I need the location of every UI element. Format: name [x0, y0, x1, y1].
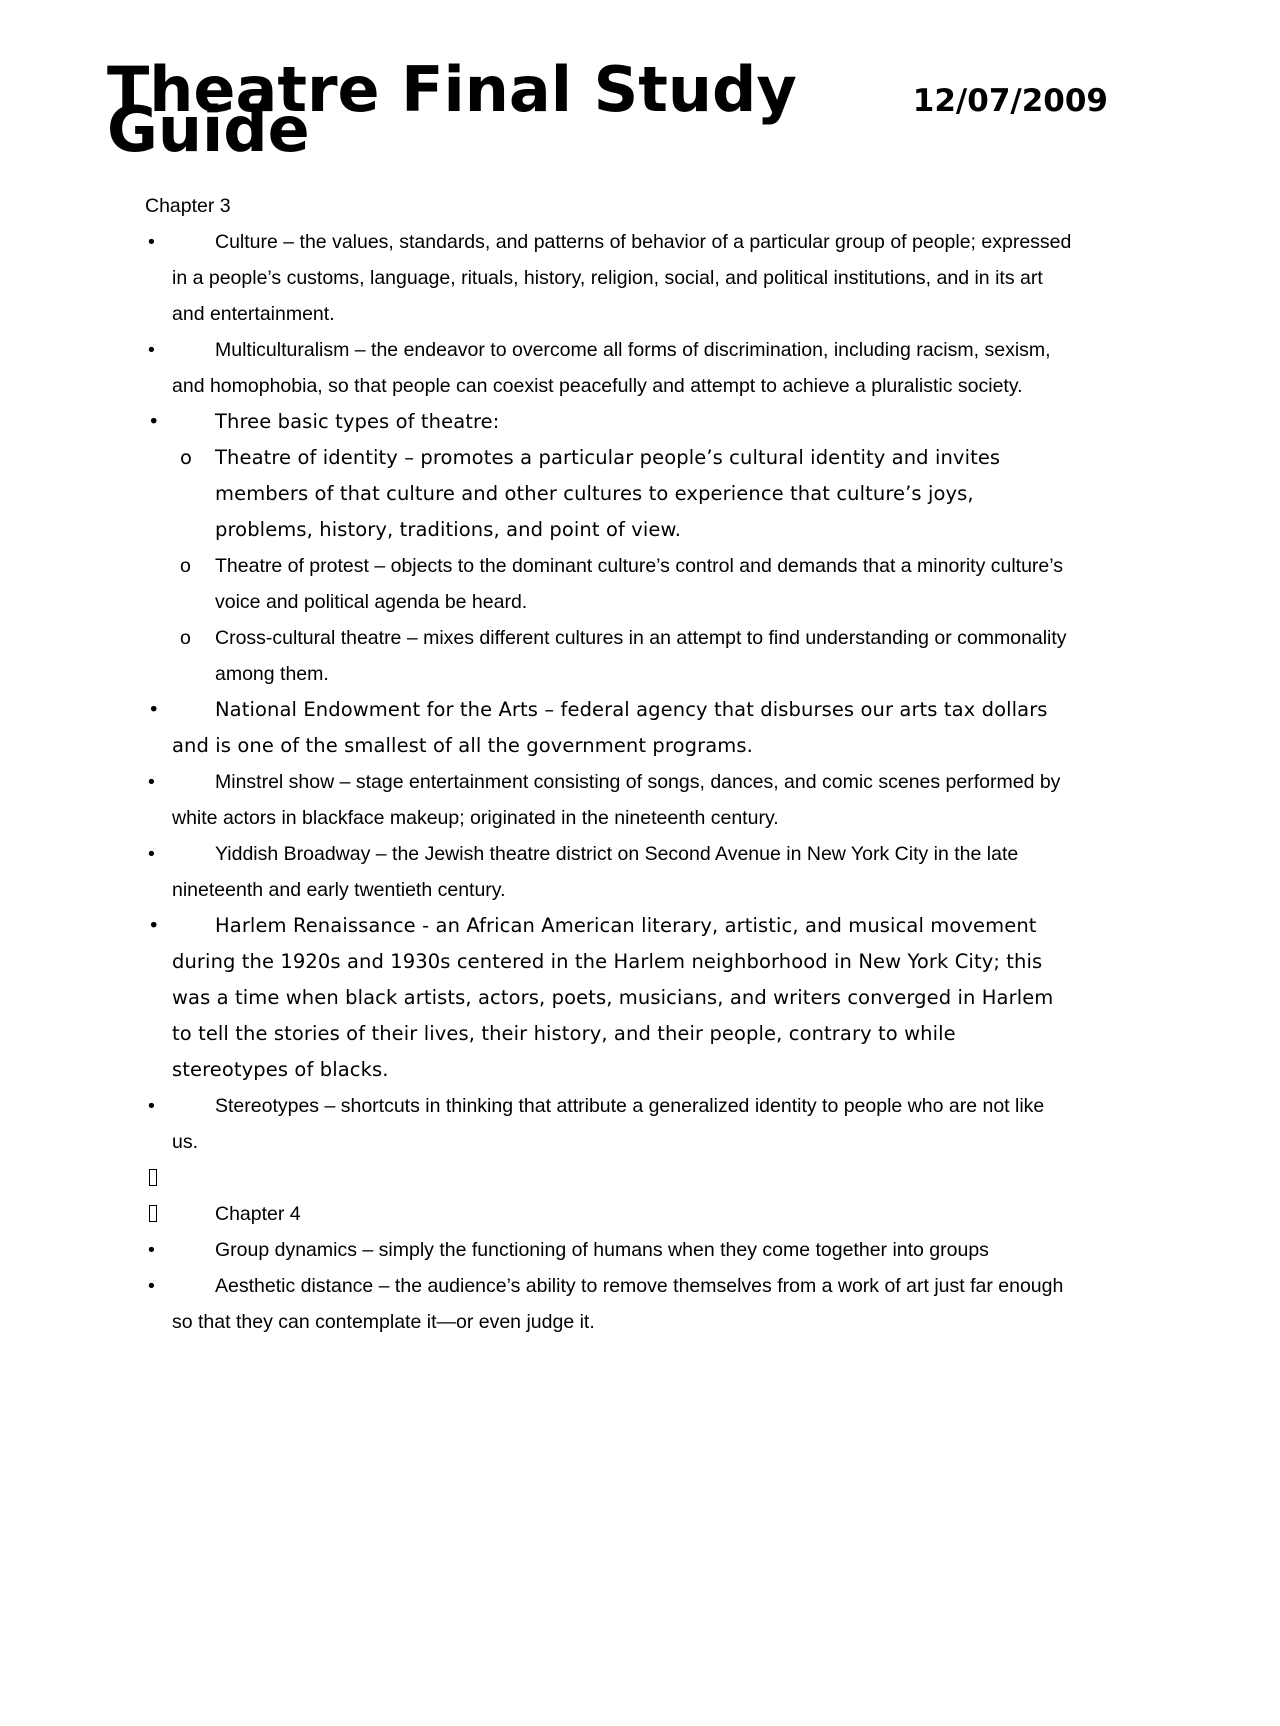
- sub-bullet-item-theatre-of-identity: [145, 440, 1075, 548]
- bullet-icon: •: [148, 339, 155, 361]
- section-heading-chapter3: Chapter 3: [145, 195, 231, 217]
- bullet-text: Group dynamics – simply the functioning of humans when they come together into groups: [215, 1239, 989, 1261]
- section-heading-text: Chapter 4: [215, 1203, 301, 1225]
- bullet-icon: •: [148, 698, 160, 721]
- bullet-icon: •: [148, 410, 160, 433]
- bullet-icon: •: [148, 1239, 155, 1261]
- document-header: [107, 53, 1108, 166]
- bullet-icon: •: [148, 914, 160, 937]
- page-title: Theatre Final Study Guide: [107, 53, 797, 166]
- bullet-icon: •: [148, 771, 155, 793]
- document-page: [0, 53, 1280, 1340]
- bullet-icon: •: [148, 1095, 155, 1117]
- document-date: 12/07/2009: [912, 83, 1108, 119]
- sub-bullet-text: Cross-cultural theatre – mixes different cultures in an attempt to find understanding or commonality among them.: [215, 627, 1067, 685]
- bullet-text: Three basic types of theatre:: [215, 410, 500, 433]
- sub-bullet-icon: o: [180, 446, 193, 469]
- bullet-item-minstrel-show: [145, 764, 1075, 836]
- sub-bullet-icon: o: [180, 555, 191, 577]
- bullet-item-nea: [145, 692, 1075, 764]
- bullet-item-harlem-renaissance: [145, 908, 1075, 1088]
- bullet-icon: •: [148, 1275, 155, 1297]
- section-heading-chapter4: [145, 1196, 1075, 1232]
- sub-bullet-item-theatre-of-protest: [145, 548, 1075, 620]
- bullet-text: National Endowment for the Arts – federal agency that disburses our arts tax dollars and is one of the smallest of all the government programs.: [172, 698, 1048, 757]
- bullet-text: Multiculturalism – the endeavor to overcome all forms of discrimination, including racism, sexism, and homophobia, so that people can coexist peacefully and attempt to achieve a pluralistic society.: [172, 339, 1051, 397]
- bullet-text: Stereotypes – shortcuts in thinking that attribute a generalized identity to people who are not like us.: [172, 1095, 1045, 1153]
- bullet-item-three-types: [145, 404, 1075, 440]
- sub-bullet-item-cross-cultural: [145, 620, 1075, 692]
- empty-line: [145, 1160, 1075, 1196]
- bullet-text: Aesthetic distance – the audience’s ability to remove themselves from a work of art just far enough so that they can contemplate it—or even judge it.: [172, 1275, 1064, 1333]
- sub-bullet-icon: o: [180, 627, 191, 649]
- missing-glyph-box-icon: [149, 1169, 157, 1186]
- sub-bullet-text: Theatre of identity – promotes a particular people’s cultural identity and invites members of that culture and other cultures to experience that culture’s joys, problems, history, traditions, and point of view.: [215, 446, 1001, 541]
- bullet-item-group-dynamics: [145, 1232, 1075, 1268]
- missing-glyph-box-icon: [149, 1205, 157, 1222]
- bullet-item-yiddish-broadway: [145, 836, 1075, 908]
- bullet-item-stereotypes: [145, 1088, 1075, 1160]
- bullet-item-multiculturalism: [145, 332, 1075, 404]
- bullet-icon: •: [148, 231, 155, 253]
- bullet-text: Harlem Renaissance - an African American literary, artistic, and musical movement during the 1920s and 1930s centered in the Harlem neighborhood in New York City; this was a time when black artists, actors, poets, musicians, and writers converged in Harlem to tell the stories of their lives, their history, and their people, contrary to while stereotypes of blacks.: [172, 914, 1054, 1081]
- bullet-icon: •: [148, 843, 155, 865]
- bullet-text: Culture – the values, standards, and patterns of behavior of a particular group of people; expressed in a people’s customs, language, rituals, history, religion, social, and political institutions, and in its art and entertainment.: [172, 231, 1072, 325]
- document-body: [145, 188, 1075, 1340]
- bullet-item-culture: [145, 224, 1075, 332]
- bullet-text: Minstrel show – stage entertainment consisting of songs, dances, and comic scenes performed by white actors in blackface makeup; originated in the nineteenth century.: [172, 771, 1061, 829]
- sub-bullet-text: Theatre of protest – objects to the dominant culture’s control and demands that a minority culture’s voice and political agenda be heard.: [215, 555, 1063, 613]
- bullet-text: Yiddish Broadway – the Jewish theatre district on Second Avenue in New York City in the late nineteenth and early twentieth century.: [172, 843, 1019, 901]
- bullet-item-aesthetic-distance: [145, 1268, 1075, 1340]
